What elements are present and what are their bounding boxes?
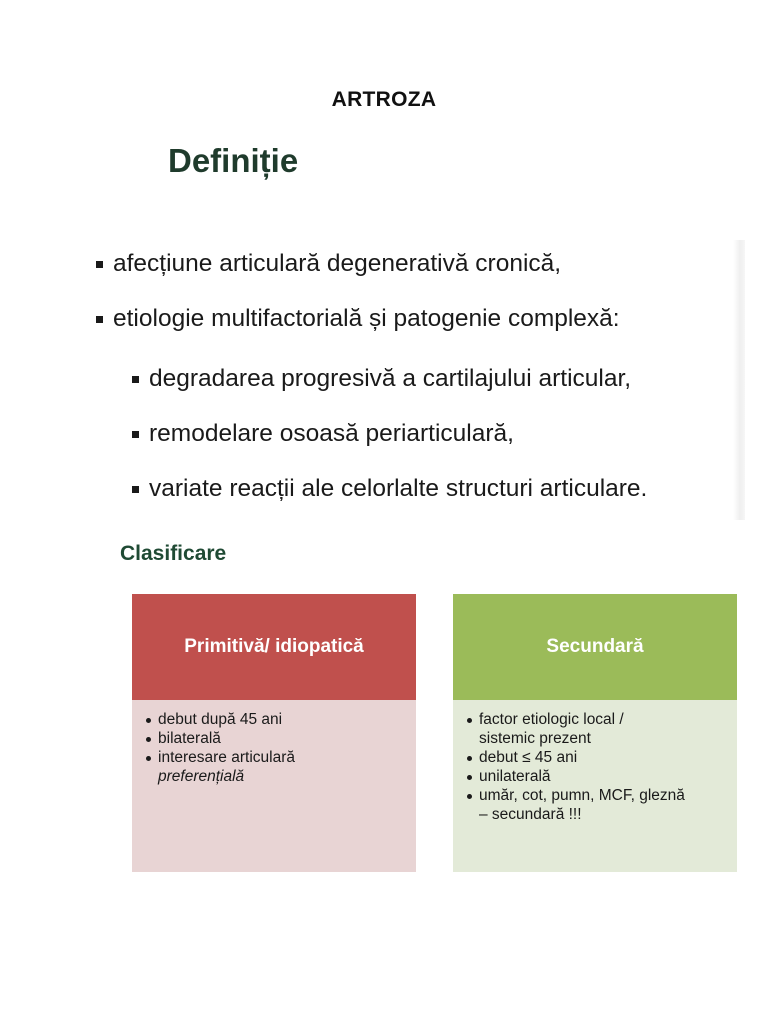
square-bullet-icon bbox=[132, 431, 139, 438]
secondary-arthrosis-card bbox=[453, 594, 737, 872]
secondary-items-list bbox=[465, 710, 725, 824]
sub-bullet: degradarea progresivă a cartilajului articular, bbox=[132, 365, 631, 393]
slide-edge-shadow bbox=[733, 240, 745, 520]
list-item: umăr, cot, pumn, MCF, gleznă – secundară !!! bbox=[465, 786, 725, 824]
secondary-card-body bbox=[453, 700, 737, 872]
list-item: factor etiologic local / sistemic prezent bbox=[465, 710, 725, 748]
definition-bullet: afecțiune articulară degenerativă cronică, bbox=[96, 250, 561, 278]
secondary-card-title: Secundară bbox=[453, 594, 737, 700]
primary-card-body bbox=[132, 700, 416, 872]
list-item: unilaterală bbox=[465, 767, 725, 786]
primary-items-list bbox=[144, 710, 404, 786]
primary-arthrosis-card bbox=[132, 594, 416, 872]
primary-card-title: Primitivă/ idiopatică bbox=[132, 594, 416, 700]
square-bullet-icon bbox=[96, 316, 103, 323]
classification-heading: Clasificare bbox=[120, 542, 227, 565]
list-item: debut după 45 ani bbox=[144, 710, 404, 729]
definition-heading: Definiție bbox=[168, 142, 299, 179]
list-item: interesare articulară preferențială bbox=[144, 748, 404, 786]
sub-bullet: variate reacții ale celorlalte structuri articulare. bbox=[132, 475, 647, 503]
list-item: debut ≤ 45 ani bbox=[465, 748, 725, 767]
square-bullet-icon bbox=[132, 486, 139, 493]
italic-emphasis: preferențială bbox=[158, 768, 245, 785]
list-item: bilaterală bbox=[144, 729, 404, 748]
square-bullet-icon bbox=[96, 261, 103, 268]
definition-bullet: etiologie multifactorială și patogenie complexă: bbox=[96, 305, 620, 333]
square-bullet-icon bbox=[132, 376, 139, 383]
document-title: ARTROZA bbox=[331, 88, 437, 111]
sub-bullet: remodelare osoasă periarticulară, bbox=[132, 420, 514, 448]
